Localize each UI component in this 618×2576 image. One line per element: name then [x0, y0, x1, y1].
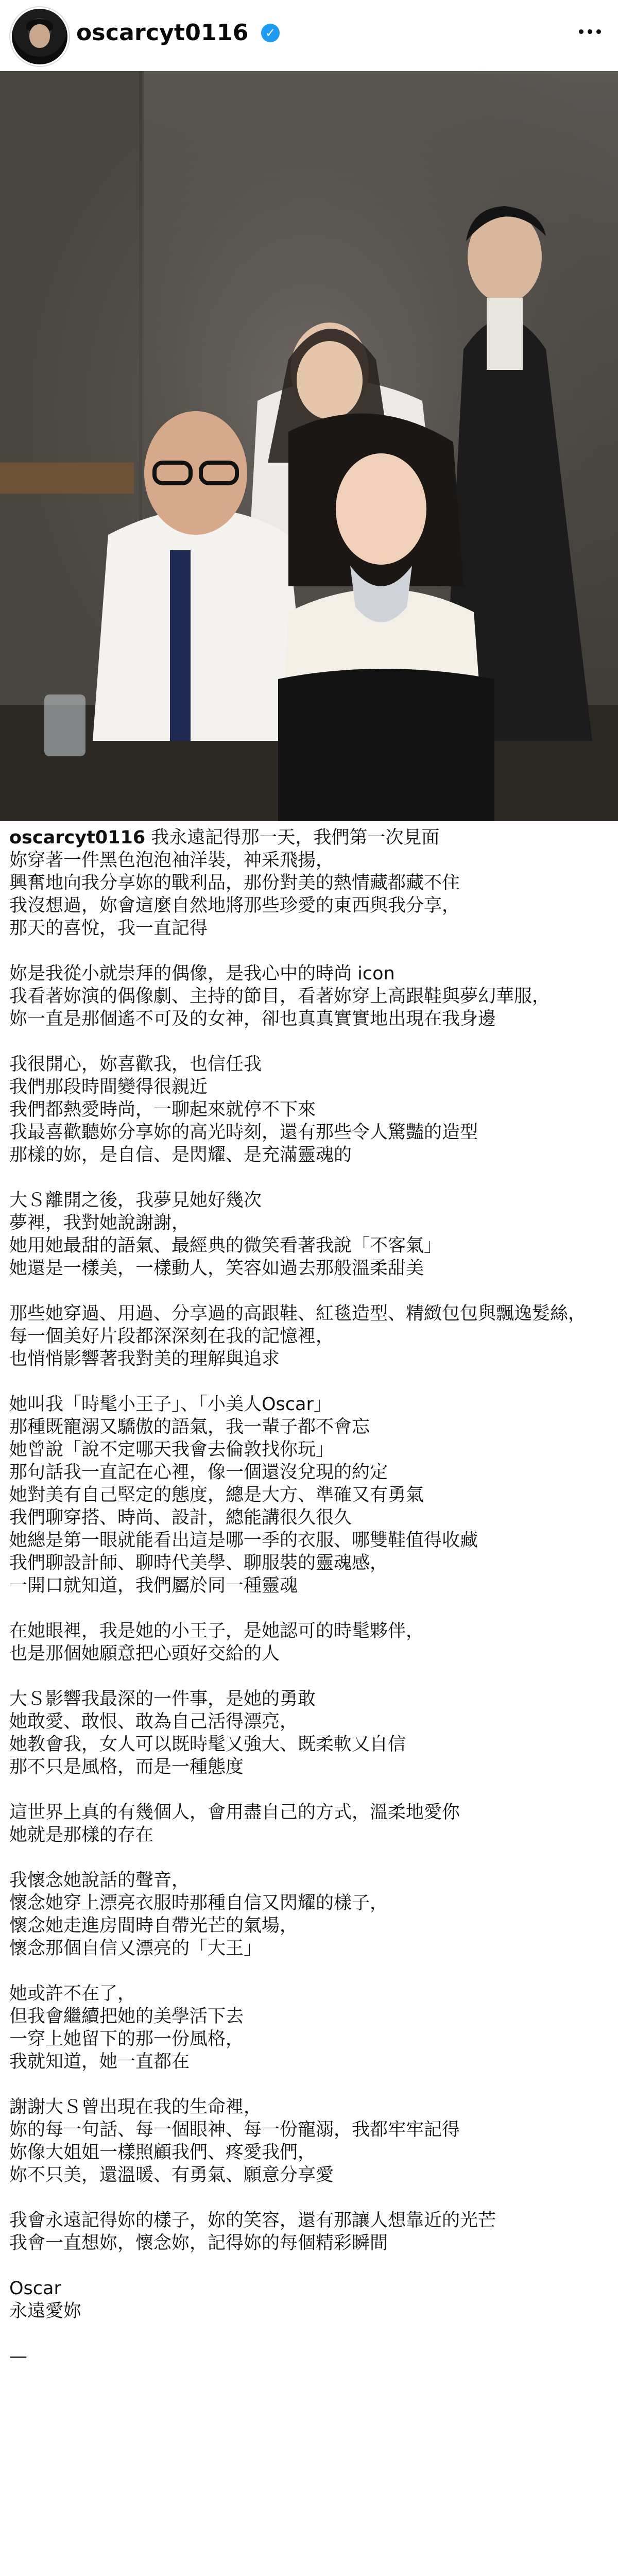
caption-line: 大Ｓ離開之後，我夢見她好幾次	[9, 1190, 262, 1211]
caption-line: 妳的每一句話、每一個眼神、每一份寵溺，我都牢牢記得	[9, 2120, 460, 2140]
avatar-face	[29, 24, 50, 48]
caption-line: 她用她最甜的語氣、最經典的微笑看著我說「不客氣」	[9, 1235, 442, 1256]
caption-text: 我永遠記得那一天，我們第一次見面	[151, 827, 440, 848]
caption-line: 那樣的妳，是自信、是閃耀、是充滿靈魂的	[9, 1145, 352, 1165]
post-photo-illustration	[0, 71, 618, 821]
caption-paragraph	[9, 1189, 609, 1280]
caption-paragraph	[9, 1620, 609, 1665]
signature-name: Oscar	[9, 2278, 61, 2299]
caption-line: 我們聊設計師、聊時代美學、聊服裝的靈魂感，	[9, 1553, 388, 1573]
caption-line: 我最喜歡聽妳分享妳的高光時刻，還有那些令人驚豔的造型	[9, 1122, 478, 1143]
caption-line: 我沒想過，妳會這麼自然地將那些珍愛的東西與我分享，	[9, 895, 460, 916]
caption-line: 一穿上她留下的那一份風格，	[9, 2029, 244, 2049]
caption-username-link[interactable]: oscarcyt0116	[9, 827, 146, 848]
caption-line: 妳是我從小就崇拜的偶像，是我心中的時尚 icon	[9, 963, 395, 984]
caption-line: 我們聊穿搭、時尚、設計，總能講很久很久	[9, 1507, 352, 1528]
caption-line: 我懷念她說話的聲音，	[9, 1870, 190, 1891]
caption-line: 我很開心，妳喜歡我，也信任我	[9, 1054, 262, 1075]
caption-line: 她曾說「說不定哪天我會去倫敦找你玩」	[9, 1439, 334, 1460]
caption-paragraph	[9, 1393, 609, 1597]
caption-line: 在她眼裡，我是她的小王子，是她認可的時髦夥伴，	[9, 1621, 424, 1641]
caption-paragraph	[9, 1869, 609, 1960]
caption-line: 我會一直想妳，懷念妳，記得妳的每個精彩瞬間	[9, 2233, 388, 2253]
more-dot	[588, 29, 592, 34]
caption-paragraph	[9, 1801, 609, 1846]
caption-line: 懷念那個自信又漂亮的「大王」	[9, 1938, 262, 1959]
caption-paragraph	[9, 2096, 609, 2187]
profile-avatar[interactable]	[10, 7, 69, 66]
caption-line: 那天的喜悅，我一直記得	[9, 918, 208, 939]
caption-line	[9, 826, 609, 849]
caption-line: 她或許不在了，	[9, 1984, 136, 2004]
caption-paragraph	[9, 1982, 609, 2073]
more-dot	[596, 29, 601, 34]
caption-line: 懷念她穿上漂亮衣服時那種自信又閃耀的樣子，	[9, 1893, 388, 1913]
caption-paragraph	[9, 1302, 609, 1370]
caption-line: 那不只是風格，而是一種態度	[9, 1757, 244, 1777]
caption-line: 也悄悄影響著我對美的理解與追求	[9, 1349, 280, 1369]
caption-separator: —	[9, 2346, 27, 2367]
caption-line: 我們那段時間變得很親近	[9, 1077, 208, 1097]
verified-badge-icon: ✓	[261, 24, 280, 42]
caption-paragraph	[9, 1688, 609, 1778]
more-dot	[579, 29, 583, 34]
post-header	[0, 0, 618, 71]
caption-line: 她敢愛、敢恨、敢為自己活得漂亮，	[9, 1711, 298, 1732]
signature-line: 永遠愛妳	[9, 2301, 82, 2321]
caption-line: 她叫我「時髦小王子」、「小美人Oscar」	[9, 1394, 332, 1415]
caption-line: 她對美有自己堅定的態度，總是大方、準確又有勇氣	[9, 1485, 424, 1505]
caption-line: 我會永遠記得妳的樣子，妳的笑容，還有那讓人想靠近的光芒	[9, 2210, 496, 2231]
caption-line: 謝謝大Ｓ曾出現在我的生命裡，	[9, 2097, 262, 2117]
caption-line: 但我會繼續把她的美學活下去	[9, 2006, 244, 2027]
caption-line: 她教會我，女人可以既時髦又強大、既柔軟又自信	[9, 1734, 406, 1755]
caption-line: 一開口就知道，我們屬於同一種靈魂	[9, 1575, 298, 1596]
more-options-icon[interactable]	[572, 13, 608, 49]
caption-signature	[9, 2277, 609, 2323]
caption-line: 每一個美好片段都深深刻在我的記憶裡，	[9, 1326, 334, 1347]
caption-line: 我們都熱愛時尚，一聊起來就停不下來	[9, 1099, 316, 1120]
caption-line: 妳不只美，還溫暖、有勇氣、願意分享愛	[9, 2165, 334, 2185]
caption-line: 她還是一樣美，一樣動人，笑容如過去那般溫柔甜美	[9, 1258, 424, 1279]
caption-line: 妳一直是那個遙不可及的女神，卻也真真實實地出現在我身邊	[9, 1009, 496, 1029]
caption-line: 妳像大姐姐一樣照顧我們、疼愛我們，	[9, 2142, 316, 2163]
caption-line: 大Ｓ影響我最深的一件事，是她的勇敢	[9, 1689, 316, 1709]
caption-paragraph	[9, 2209, 609, 2255]
caption-line: 那句話我一直記在心裡，像一個還沒兌現的約定	[9, 1462, 388, 1483]
caption-line: 妳穿著一件黑色泡泡袖洋裝，神采飛揚，	[9, 850, 334, 871]
caption-line: 興奮地向我分享妳的戰利品，那份對美的熱情藏都藏不住	[9, 873, 460, 893]
caption-line: 我看著妳演的偶像劇、主持的節目，看著妳穿上高跟鞋與夢幻華服，	[9, 986, 551, 1007]
caption-line: 她總是第一眼就能看出這是哪一季的衣服、哪雙鞋值得收藏	[9, 1530, 478, 1551]
caption-paragraph	[9, 826, 609, 940]
profile-username[interactable]: oscarcyt0116	[76, 20, 249, 46]
caption-line: 我就知道，她一直都在	[9, 2052, 190, 2072]
caption-line: 那種既寵溺又驕傲的語氣，我一輩子都不會忘	[9, 1417, 370, 1437]
post-photo[interactable]	[0, 71, 618, 821]
post-caption	[9, 826, 609, 2391]
caption-paragraph	[9, 962, 609, 1030]
caption-line: 她就是那樣的存在	[9, 1825, 154, 1845]
caption-line: 夢裡，我對她說謝謝，	[9, 1213, 190, 1233]
caption-paragraph	[9, 1053, 609, 1166]
caption-line: 懷念她走進房間時自帶光芒的氣場，	[9, 1916, 298, 1936]
caption-line: 這世界上真的有幾個人，會用盡自己的方式，溫柔地愛你	[9, 1802, 460, 1823]
caption-line: 那些她穿過、用過、分享過的高跟鞋、紅毯造型、精緻包包與飄逸髮絲，	[9, 1303, 587, 1324]
caption-line: 也是那個她願意把心頭好交給的人	[9, 1643, 280, 1664]
